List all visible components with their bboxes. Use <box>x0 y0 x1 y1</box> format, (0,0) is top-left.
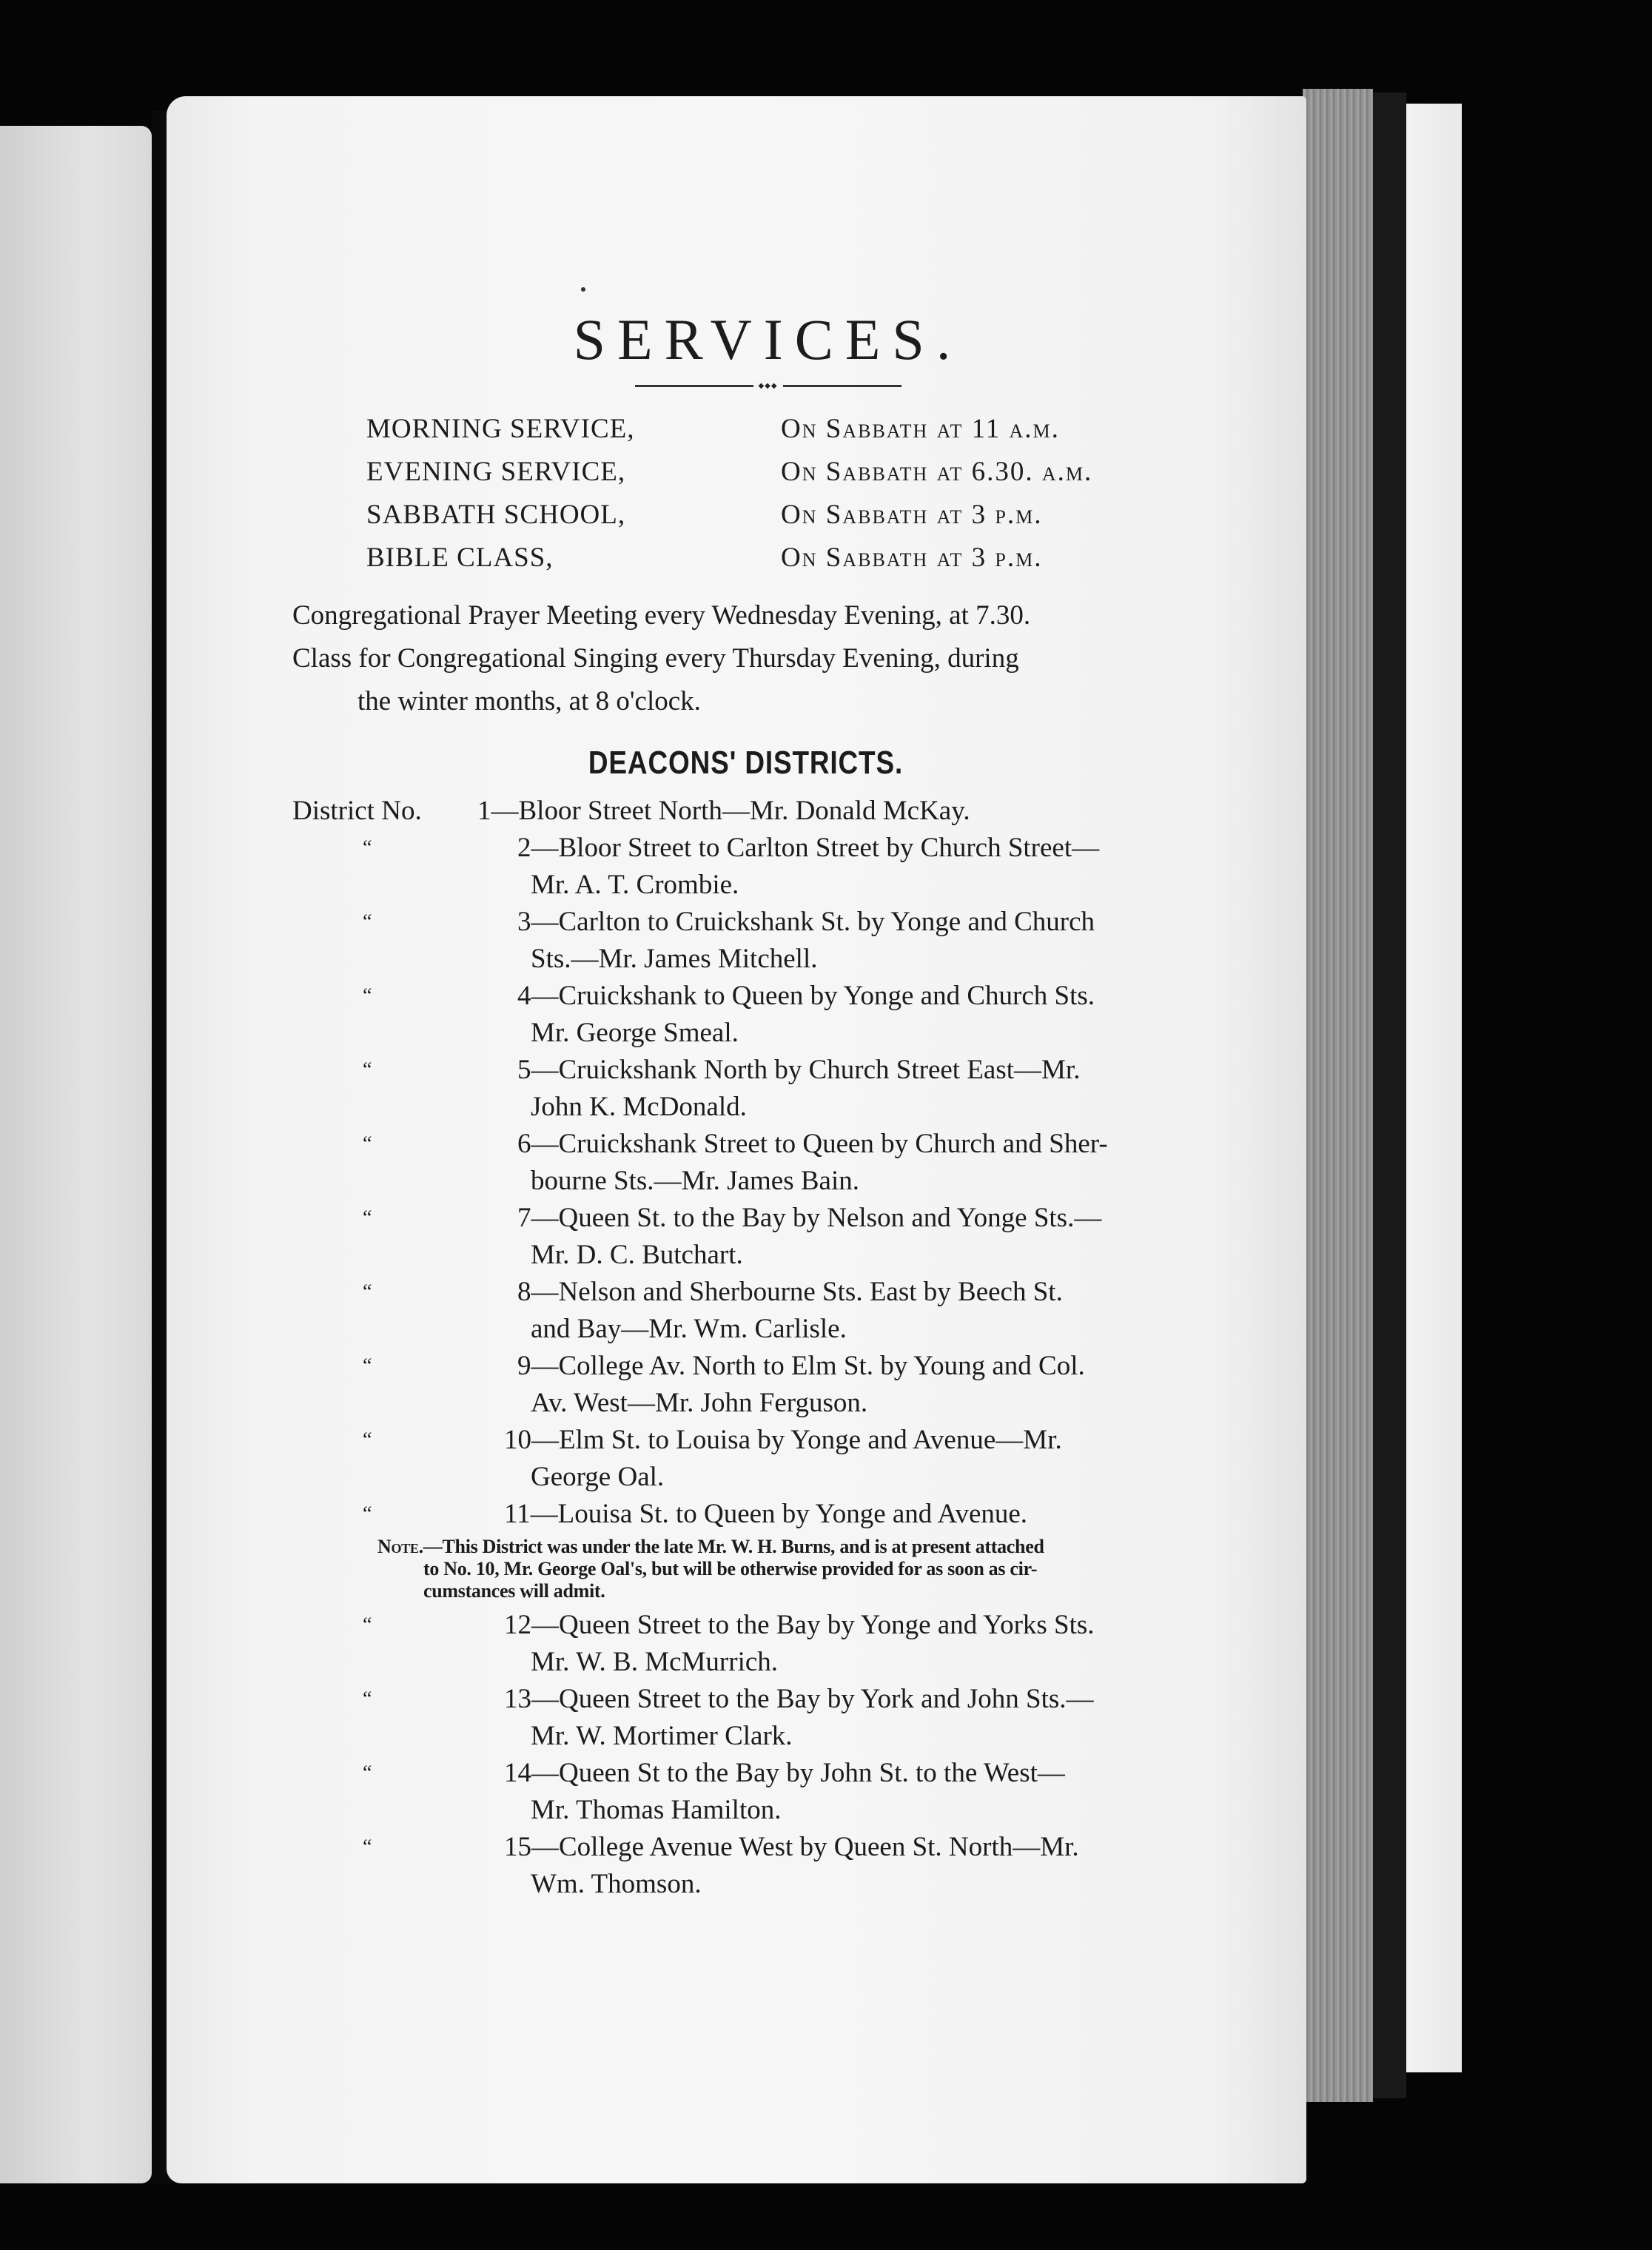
district-number: 13— <box>504 1684 559 1714</box>
singing-class-line: Class for Congregational Singing every Thursday Evening, during <box>292 643 1019 674</box>
service-name: EVENING SERVICE, <box>366 457 626 487</box>
district-description: Cruickshank to Queen by Yonge and Church Sts. <box>558 981 1095 1011</box>
district-number: 8— <box>517 1277 559 1307</box>
district-deacon: Mr. Thomas Hamilton. <box>531 1795 782 1825</box>
district-number: 14— <box>504 1758 559 1788</box>
district-deacon: bourne Sts.—Mr. James Bain. <box>531 1166 859 1196</box>
back-cover <box>1406 104 1462 2072</box>
district-deacon: Wm. Thomson. <box>531 1869 702 1899</box>
district-entry <box>292 1052 1199 1126</box>
ditto-mark: “ <box>363 1428 372 1451</box>
district-description: College Avenue West by Queen St. North—Mr. <box>559 1832 1079 1862</box>
ornament-icon <box>753 381 783 390</box>
service-row <box>366 494 1199 537</box>
district-description: Louisa St. to Queen by Yonge and Avenue. <box>557 1499 1028 1529</box>
ditto-mark: “ <box>363 836 372 859</box>
districts-list <box>292 793 1199 1903</box>
district-entry <box>292 1755 1199 1829</box>
district-number: 11— <box>504 1499 558 1529</box>
ditto-mark: “ <box>363 1132 372 1155</box>
district-entry <box>292 1607 1199 1681</box>
service-row <box>366 408 1199 451</box>
district-deacon: Mr. W. Mortimer Clark. <box>531 1721 793 1751</box>
district-deacon: John K. McDonald. <box>531 1092 747 1122</box>
district-number: 5— <box>517 1055 559 1085</box>
district-deacon: Av. West—Mr. John Ferguson. <box>531 1388 868 1418</box>
district-number: 3— <box>517 907 559 937</box>
district-number: 2— <box>517 833 559 863</box>
service-time: On Sabbath at 6.30. a.m. <box>781 457 1093 487</box>
ditto-mark: “ <box>363 1280 372 1303</box>
service-time: On Sabbath at 11 a.m. <box>781 414 1060 444</box>
district-description: Bloor Street North—Mr. Donald McKay. <box>518 796 970 826</box>
ditto-mark: “ <box>363 910 372 933</box>
district-description: Bloor Street to Carlton Street by Church Street— <box>558 833 1100 863</box>
ditto-mark: “ <box>363 1058 372 1081</box>
ditto-mark: “ <box>363 1836 372 1858</box>
district-deacon: and Bay—Mr. Wm. Carlisle. <box>531 1314 847 1344</box>
district-description: Queen St. to the Bay by Nelson and Yonge Sts.— <box>558 1203 1102 1233</box>
singing-class-line-cont: the winter months, at 8 o'clock. <box>357 686 701 716</box>
district-entry <box>292 1496 1199 1533</box>
meetings-text <box>292 594 1199 723</box>
note-text-cont: to No. 10, Mr. George Oal's, but will be otherwise provided for as soon as cir- <box>423 1558 1038 1579</box>
district-description: Nelson and Sherbourne Sts. East by Beech St. <box>558 1277 1063 1307</box>
district-number: 10— <box>504 1425 559 1455</box>
note-label: Note.— <box>377 1536 443 1557</box>
district-entry <box>292 978 1199 1052</box>
district-entry <box>292 1126 1199 1200</box>
note-text-cont: cumstances will admit. <box>423 1580 605 1602</box>
page-stack-edges <box>1303 89 1373 2102</box>
page-title: SERVICES. <box>573 307 963 372</box>
district-entry <box>292 904 1199 978</box>
service-time: On Sabbath at 3 p.m. <box>781 500 1043 530</box>
district-number: 7— <box>517 1203 559 1233</box>
prayer-meeting-line: Congregational Prayer Meeting every Wednesday Evening, at 7.30. <box>292 600 1031 631</box>
service-name: SABBATH SCHOOL, <box>366 500 626 530</box>
district-description: Queen Street to the Bay by York and John Sts.— <box>559 1684 1094 1714</box>
district-description: Elm St. to Louisa by Yonge and Avenue—Mr. <box>559 1425 1062 1455</box>
district-deacon: George Oal. <box>531 1462 665 1492</box>
district-entry <box>292 1274 1199 1348</box>
district-number: 12— <box>504 1610 559 1640</box>
district-number: 6— <box>517 1129 559 1159</box>
service-row <box>366 537 1199 580</box>
note-text: This District was under the late Mr. W. H. Burns, and is at present attached <box>442 1536 1044 1557</box>
ditto-mark: “ <box>363 1502 372 1525</box>
district-number: 15— <box>504 1832 559 1862</box>
district-entry <box>292 1681 1199 1755</box>
service-name: MORNING SERVICE, <box>366 414 635 444</box>
district-deacon: Mr. D. C. Butchart. <box>531 1240 743 1270</box>
district-label: District No. <box>292 796 422 826</box>
ditto-mark: “ <box>363 984 372 1007</box>
deacons-districts-title: DEACONS' DISTRICTS. <box>588 745 904 781</box>
district-entry <box>292 1422 1199 1496</box>
book-cover-edge <box>1373 93 1406 2098</box>
district-description: Carlton to Cruickshank St. by Yonge and Church <box>558 907 1095 937</box>
district-description: Queen Street to the Bay by Yonge and Yorks Sts. <box>559 1610 1095 1640</box>
district-entry <box>292 793 1199 830</box>
district-description: College Av. North to Elm St. by Young and Col. <box>558 1351 1085 1381</box>
service-name: BIBLE CLASS, <box>366 543 554 573</box>
district-deacon: Sts.—Mr. James Mitchell. <box>531 944 818 974</box>
ditto-mark: “ <box>363 1688 372 1710</box>
service-time: On Sabbath at 3 p.m. <box>781 543 1043 573</box>
ditto-mark: “ <box>363 1206 372 1229</box>
district-description: Cruickshank North by Church Street East—Mr. <box>558 1055 1081 1085</box>
ditto-mark: “ <box>363 1354 372 1377</box>
title-ornament-rule <box>635 385 901 387</box>
district-entry <box>292 1348 1199 1422</box>
left-page-edge <box>0 126 152 2183</box>
district-number: 4— <box>517 981 559 1011</box>
district-entry <box>292 830 1199 904</box>
ditto-mark: “ <box>363 1613 372 1636</box>
district-description: Queen St to the Bay by John St. to the West— <box>559 1758 1065 1788</box>
district-deacon: Mr. W. B. McMurrich. <box>531 1647 779 1677</box>
print-speck <box>581 287 585 292</box>
district-number: 1— <box>477 796 519 826</box>
district-description: Cruickshank Street to Queen by Church and Sher- <box>558 1129 1108 1159</box>
page-content <box>292 307 1199 1903</box>
district-note <box>377 1536 1199 1602</box>
ditto-mark: “ <box>363 1762 372 1784</box>
district-entry <box>292 1200 1199 1274</box>
district-entry <box>292 1829 1199 1903</box>
services-list <box>366 408 1199 580</box>
district-deacon: Mr. George Smeal. <box>531 1018 739 1048</box>
district-number: 9— <box>517 1351 559 1381</box>
service-row <box>366 451 1199 494</box>
district-deacon: Mr. A. T. Crombie. <box>531 870 739 900</box>
